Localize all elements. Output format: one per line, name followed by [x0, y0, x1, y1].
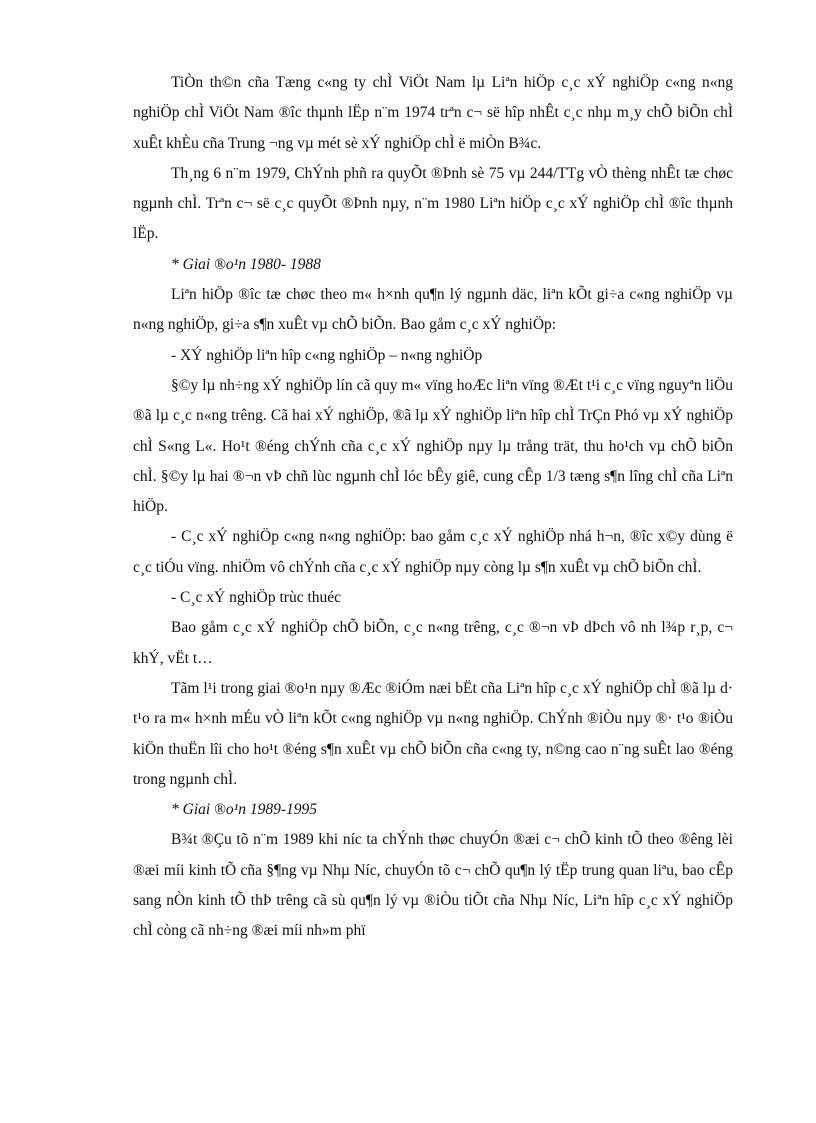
list-item-agro-industrial-enterprises: - C¸c xÝ nghiÖp c«ng n«ng nghiÖp: bao gåm c¸c xÝ nghiÖp nhá h¬n, ®îc x©y dùng ë c¸c tiÓu vïng. nhiÖm vô chÝnh cña c¸c xÝ nghiÖp nµy còng lµ s¶n xuÊt vµ chÕ biÕn chÌ.: [133, 528, 733, 576]
paragraph-affiliated-details: Bao gåm c¸c xÝ nghiÖp chÕ biÕn, c¸c n«ng trêng, c¸c ®¬n vÞ dÞch vô nh l¾p r¸p, c¬ khÝ, vËt t…: [133, 619, 733, 667]
list-item-combined-enterprises: - XÝ nghiÖp liªn hîp c«ng nghiÖp – n«ng nghiÖp: [171, 346, 483, 364]
paragraph-1979-decision: Th¸ng 6 n¨m 1979, ChÝnh phñ ra quyÕt ®Þnh sè 75 vµ 244/TTg vÒ thèng nhÊt tæ chøc ngµnh chÌ. Trªn c¬ së c¸c quyÕt ®Þnh nµy, n¨m 1980 Liªn hiÖp c¸c xÝ nghiÖp chÌ ®îc thµnh lËp.: [133, 164, 733, 243]
paragraph-large-enterprises: §©y lµ nh÷ng xÝ nghiÖp lín cã quy m« vïng hoÆc liªn vïng ®Æt t¹i c¸c vïng nguyªn liÖu ®ã lµ c¸c n«ng trêng. Cã hai xÝ nghiÖp, ®ã lµ xÝ nghiÖp liªn hîp chÌ TrÇn Phó vµ xÝ nghiÖp chÌ S«ng L«. Ho¹t ®éng chÝnh cña c¸c xÝ nghiÖp nµy lµ trång trät, thu ho¹ch vµ chÕ biÕn chÌ. §©y lµ hai ®¬n vÞ chñ lùc ngµnh chÌ lóc bÊy giê, cung cÊp 1/3 tæng s¶n lîng chÌ cña Liªn hiÖp.: [133, 376, 733, 516]
document-body: [133, 68, 733, 947]
paragraph-organization-model: Liªn hiÖp ®îc tæ chøc theo m« h×nh qu¶n lý ngµnh däc, liªn kÕt gi÷a c«ng nghiÖp vµ n«ng nghiÖp, gi÷a s¶n xuÊt vµ chÕ biÕn. Bao gåm c¸c xÝ nghiÖp:: [133, 286, 733, 334]
paragraph-1989-reform: B¾t ®Çu tõ n¨m 1989 khi níc ta chÝnh thøc chuyÓn ®æi c¬ chÕ kinh tÕ theo ®êng lèi ®æi míi kinh tÕ cña §¶ng vµ Nhµ Níc, chuyÓn tõ c¬ chÕ qu¶n lý tËp trung quan liªu, bao cÊp sang nÒn kinh tÕ thÞ trêng cã sù qu¶n lý vµ ®iÒu tiÕt cña Nhµ Níc, Liªn hîp c¸c xÝ nghiÖp chÌ còng cã nh÷ng ®æi míi nh»m phï: [133, 831, 733, 940]
section-heading-1980-1988: * Giai ®o¹n 1980- 1988: [171, 255, 321, 273]
paragraph-history-origin: TiÒn th©n cña Tæng c«ng ty chÌ ViÖt Nam lµ Liªn hiÖp c¸c xÝ nghiÖp c«ng n«ng nghiÖp chÌ ViÖt Nam ®îc thµnh lËp n¨m 1974 trªn c¬ së hîp nhÊt c¸c nhµ m¸y chÕ biÕn chÌ xuÊt khÈu cña Trung ¬ng vµ mét sè xÝ nghiÖp chÌ ë miÒn B¾c.: [133, 74, 733, 152]
list-item-affiliated-enterprises: - C¸c xÝ nghiÖp trùc thuéc: [171, 589, 342, 607]
section-heading-1989-1995: * Giai ®o¹n 1989-1995: [171, 801, 318, 819]
paragraph-summary: Tãm l¹i trong giai ®o¹n nµy ®Æc ®iÓm næi bËt cña Liªn hîp c¸c xÝ nghiÖp chÌ ®ã lµ d· t¹o ra m« h×nh mÉu vÒ liªn kÕt c«ng nghiÖp vµ n«ng nghiÖp. ChÝnh ®iÒu nµy ®· t¹o ®iÒu kiÖn thuËn lîi cho ho¹t ®éng s¶n xuÊt vµ chÕ biÕn cña c«ng ty, n©ng cao n¨ng suÊt lao ®éng trong ngµnh chÌ.: [133, 679, 733, 788]
